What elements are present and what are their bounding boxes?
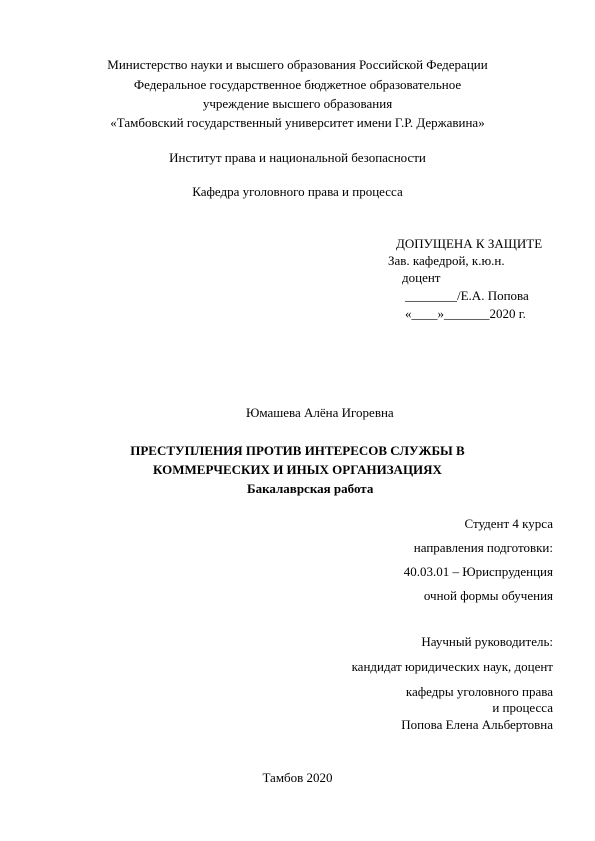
ministry-line: Министерство науки и высшего образования Российской Федерации: [107, 57, 488, 72]
author-name: Юмашева Алёна Игоревна: [246, 405, 394, 420]
university-name: «Тамбовский государственный университет имени Г.Р. Державина»: [110, 115, 485, 130]
supervisor-name: Попова Елена Альбертовна: [401, 717, 553, 732]
thesis-title-line-1: ПРЕСТУПЛЕНИЯ ПРОТИВ ИНТЕРЕСОВ СЛУЖБЫ В: [130, 443, 465, 458]
supervisor-department-line-1: кафедры уголовного права: [405, 684, 553, 699]
approval-date: «____»_______2020 г.: [405, 306, 526, 321]
institution-line-1: Федеральное государственное бюджетное образовательное: [133, 77, 462, 92]
thesis-type: Бакалаврская работа: [247, 481, 374, 496]
city-year: Тамбов 2020: [262, 770, 333, 785]
department-name: Кафедра уголовного права и процесса: [192, 184, 403, 199]
student-course: Студент 4 курса: [464, 516, 553, 531]
institute-name: Институт права и национальной безопасности: [169, 150, 426, 165]
supervisor-label: Научный руководитель:: [421, 634, 553, 649]
supervisor-department-line-2: и процесса: [492, 700, 553, 715]
thesis-title-line-2: КОММЕРЧЕСКИХ И ИНЫХ ОРГАНИЗАЦИЯХ: [153, 462, 442, 477]
supervisor-degree: кандидат юридических наук, доцент: [351, 659, 553, 674]
approval-title: ДОПУЩЕНА К ЗАЩИТЕ: [396, 236, 543, 251]
institution-line-2: учреждение высшего образования: [202, 96, 393, 111]
approval-position: Зав. кафедрой, к.ю.н.: [388, 253, 505, 268]
approval-rank: доцент: [402, 270, 441, 285]
student-direction-label: направления подготовки:: [413, 540, 553, 555]
approval-signature: ________/Е.А. Попова: [405, 288, 529, 303]
student-form: очной формы обучения: [423, 588, 553, 603]
student-direction: 40.03.01 – Юриспруденция: [403, 564, 553, 579]
